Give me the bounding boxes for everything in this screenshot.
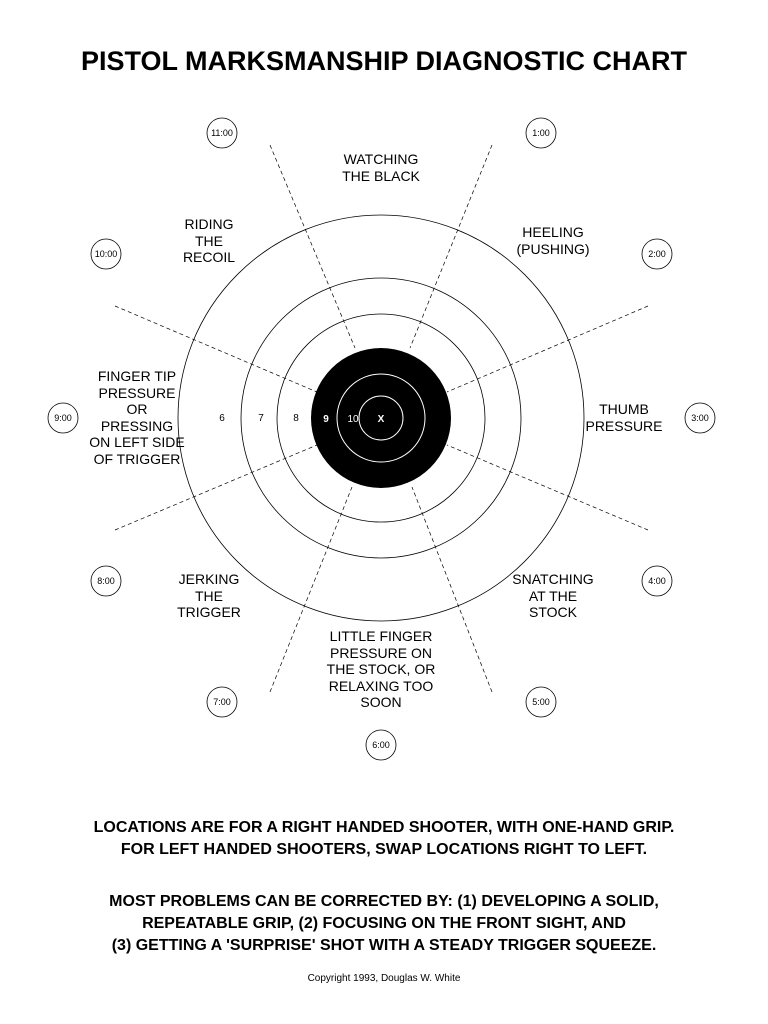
clock-badge-0300	[685, 403, 715, 433]
zone-line: THE STOCK, OR	[326, 661, 436, 677]
copyright-notice: Copyright 1993, Douglas W. White	[307, 973, 461, 984]
clock-label-1000: 10:00	[94, 249, 118, 259]
page-title: PISTOL MARKSMANSHIP DIAGNOSTIC CHART	[80, 46, 688, 76]
clock-label-0800: 8:00	[97, 576, 115, 586]
zone-label-riding-the-recoil	[149, 216, 269, 266]
zone-line: AT THE	[528, 587, 578, 604]
zone-line: OF TRIGGER	[93, 450, 181, 467]
ring-score-x: X	[377, 414, 385, 425]
zone-line: SNATCHING	[512, 571, 594, 587]
zone-label-thumb-pressure	[564, 401, 684, 434]
zone-line: PRESSURE ON	[330, 644, 432, 661]
clock-label-0200: 2:00	[648, 249, 666, 259]
zone-line: THUMB	[599, 401, 649, 417]
ring-score-8: 8	[293, 413, 299, 424]
clock-badge-0100	[526, 118, 556, 148]
clock-label-0700: 7:00	[213, 697, 231, 707]
zone-line: HEELING	[522, 224, 584, 240]
clock-badge-1100	[207, 118, 237, 148]
clock-badge-0400	[642, 566, 672, 596]
ring-score-6: 6	[219, 413, 225, 424]
zone-line: JERKING	[178, 571, 240, 587]
zone-line: PRESSURE	[585, 417, 663, 434]
clock-badge-0700	[207, 687, 237, 717]
ring-score-10: 10	[347, 414, 359, 425]
zone-line: FINGER TIP	[97, 368, 177, 384]
clock-badge-0800	[91, 566, 121, 596]
clock-badge-0900	[48, 403, 78, 433]
clock-label-0400: 4:00	[648, 576, 666, 586]
zone-line: THE BLACK	[342, 167, 420, 184]
handedness-note	[0, 817, 768, 861]
zone-line: STOCK	[529, 604, 577, 620]
zone-label-little-finger-pressure	[301, 628, 461, 711]
clock-label-0900: 9:00	[54, 413, 72, 423]
note-line: LOCATIONS ARE FOR A RIGHT HANDED SHOOTER, WITH ONE-HAND GRIP.	[93, 819, 675, 836]
zone-label-finger-tip-pressure	[77, 368, 197, 467]
zone-line: OR	[126, 401, 148, 417]
clock-label-0500: 5:00	[532, 697, 550, 707]
zone-label-jerking-the-trigger	[149, 571, 269, 621]
zone-line: SOON	[360, 694, 402, 710]
clock-label-1100: 11:00	[211, 128, 233, 138]
zone-label-watching-the-black	[311, 151, 451, 184]
clock-badge-0600	[366, 730, 396, 760]
correction-note	[0, 891, 768, 957]
ring-score-7: 7	[258, 413, 264, 424]
clock-badge-0500	[526, 687, 556, 717]
note-line: (3) GETTING A 'SURPRISE' SHOT WITH A STEADY TRIGGER SQUEEZE.	[111, 937, 657, 954]
zone-line: THE	[195, 232, 223, 249]
zone-line: THE	[195, 587, 223, 604]
note-line: REPEATABLE GRIP, (2) FOCUSING ON THE FRONT SIGHT, AND	[142, 915, 626, 932]
zone-line: TRIGGER	[177, 604, 241, 620]
clock-label-0300: 3:00	[691, 413, 709, 423]
zone-line: PRESSING	[100, 417, 174, 434]
clock-badge-0200	[642, 239, 672, 269]
zone-line: RIDING	[184, 216, 234, 232]
ring-score-9: 9	[323, 414, 329, 425]
zone-line: RELAXING TOO	[328, 677, 434, 694]
zone-line: LITTLE FINGER	[329, 628, 433, 644]
zone-line: RECOIL	[182, 249, 236, 265]
zone-line: PRESSURE	[98, 384, 176, 401]
zone-label-snatching-at-the-stock	[493, 571, 613, 621]
clock-label-0100: 1:00	[532, 128, 550, 138]
zone-label-heeling-pushing	[493, 224, 613, 257]
note-line: FOR LEFT HANDED SHOOTERS, SWAP LOCATIONS RIGHT TO LEFT.	[120, 841, 648, 858]
zone-line: (PUSHING)	[516, 240, 590, 257]
clock-label-0600: 6:00	[372, 740, 390, 750]
zone-line: WATCHING	[343, 151, 419, 167]
clock-badge-1000	[91, 239, 121, 269]
note-line: MOST PROBLEMS CAN BE CORRECTED BY: (1) DEVELOPING A SOLID,	[109, 893, 659, 910]
zone-line: ON LEFT SIDE	[89, 434, 185, 450]
